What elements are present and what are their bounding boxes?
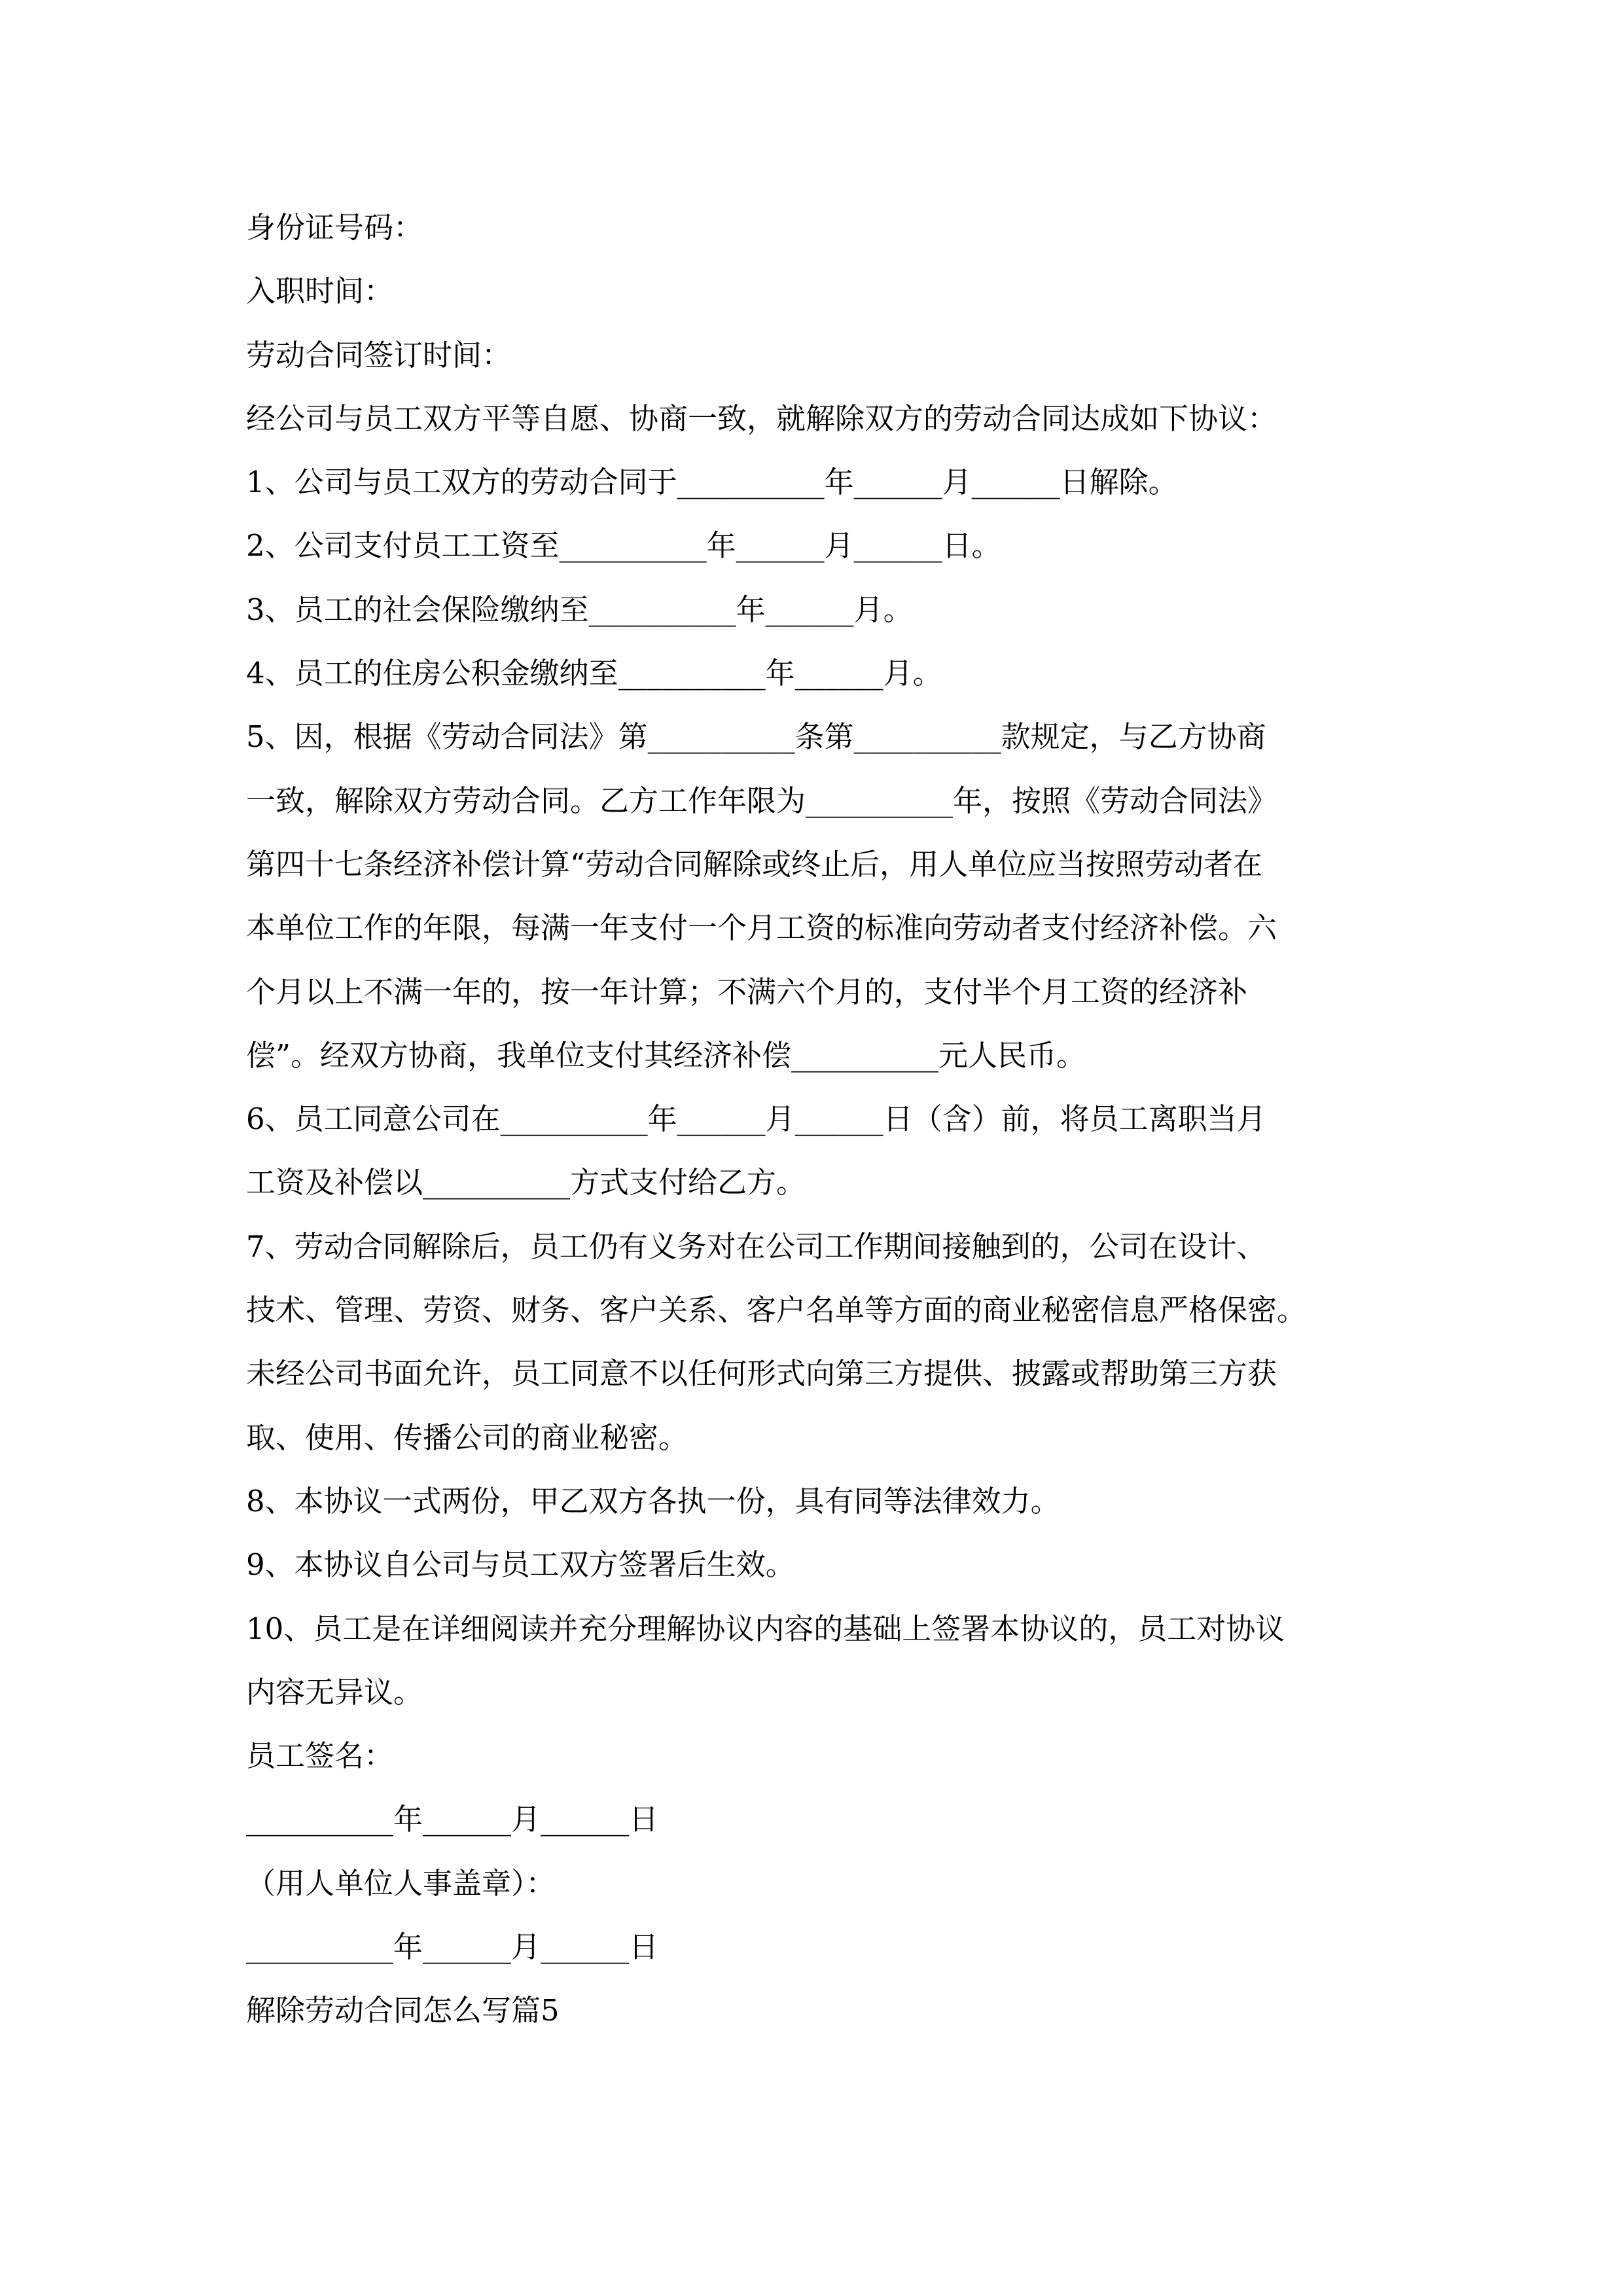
clause-7-line-1: 7、劳动合同解除后，员工仍有义务对在公司工作期间接触到的，公司在设计、 (246, 1229, 1266, 1264)
clause-6-line-2: 工资及补偿以__________方式支付给乙方。 (246, 1165, 806, 1200)
clause-4: 4、员工的住房公积金缴纳至__________年______月。 (246, 656, 942, 691)
clause-8: 8、本协议一式两份，甲乙双方各执一份，具有同等法律效力。 (246, 1483, 1060, 1518)
clause-5-line-4: 本单位工作的年限，每满一年支付一个月工资的标准向劳动者支付经济补偿。六 (246, 910, 1277, 946)
clause-1: 1、公司与员工双方的劳动合同于__________年______月______日解除。 (246, 465, 1178, 500)
contract-sign-date-label: 劳动合同签订时间： (246, 337, 512, 372)
clause-9: 9、本协议自公司与员工双方签署后生效。 (246, 1547, 795, 1583)
employee-signature-label: 员工签名： (246, 1738, 394, 1774)
clause-5-line-1: 5、因，根据《劳动合同法》第__________条第__________款规定，与乙方协商 (246, 719, 1266, 755)
clause-10-line-2: 内容无异议。 (246, 1674, 423, 1710)
clause-3: 3、员工的社会保险缴纳至__________年______月。 (246, 592, 913, 627)
clause-5-line-3: 第四十七条经济补偿计算“劳动合同解除或终止后，用人单位应当按照劳动者在 (246, 846, 1263, 882)
document-page (246, 208, 1385, 2055)
employer-seal-label: （用人单位人事盖章）： (246, 1865, 556, 1901)
employer-seal-date: __________年______月______日 (246, 1929, 659, 1965)
clause-7-line-3: 未经公司书面允许，员工同意不以任何形式向第三方提供、披露或帮助第三方获 (246, 1356, 1277, 1391)
clause-7-line-4: 取、使用、传播公司的商业秘密。 (246, 1420, 688, 1455)
clause-7-line-2: 技术、管理、劳资、财务、客户关系、客户名单等方面的商业秘密信息严格保密。 (246, 1293, 1307, 1328)
clause-6-line-1: 6、员工同意公司在__________年______月______日（含）前，将员工离职当月 (246, 1102, 1266, 1137)
clause-5-line-2: 一致，解除双方劳动合同。乙方工作年限为__________年，按照《劳动合同法》 (246, 783, 1277, 818)
clause-10-line-1: 10、员工是在详细阅读并充分理解协议内容的基础上签署本协议的，员工对协议 (246, 1611, 1285, 1646)
clause-5-line-6: 偿”。经双方协商，我单位支付其经济补偿__________元人民币。 (246, 1037, 1086, 1073)
id-number-label: 身份证号码： (246, 210, 423, 245)
employee-signature-date: __________年______月______日 (246, 1802, 659, 1837)
clause-5-line-5: 个月以上不满一年的，按一年计算；不满六个月的，支付半个月工资的经济补 (246, 974, 1248, 1009)
hire-date-label: 入职时间： (246, 274, 394, 309)
section-heading: 解除劳动合同怎么写篇5 (246, 1993, 560, 2028)
clause-2: 2、公司支付员工工资至__________年______月______日。 (246, 528, 1001, 564)
agreement-intro: 经公司与员工双方平等自愿、协商一致，就解除双方的劳动合同达成如下协议： (246, 401, 1277, 436)
